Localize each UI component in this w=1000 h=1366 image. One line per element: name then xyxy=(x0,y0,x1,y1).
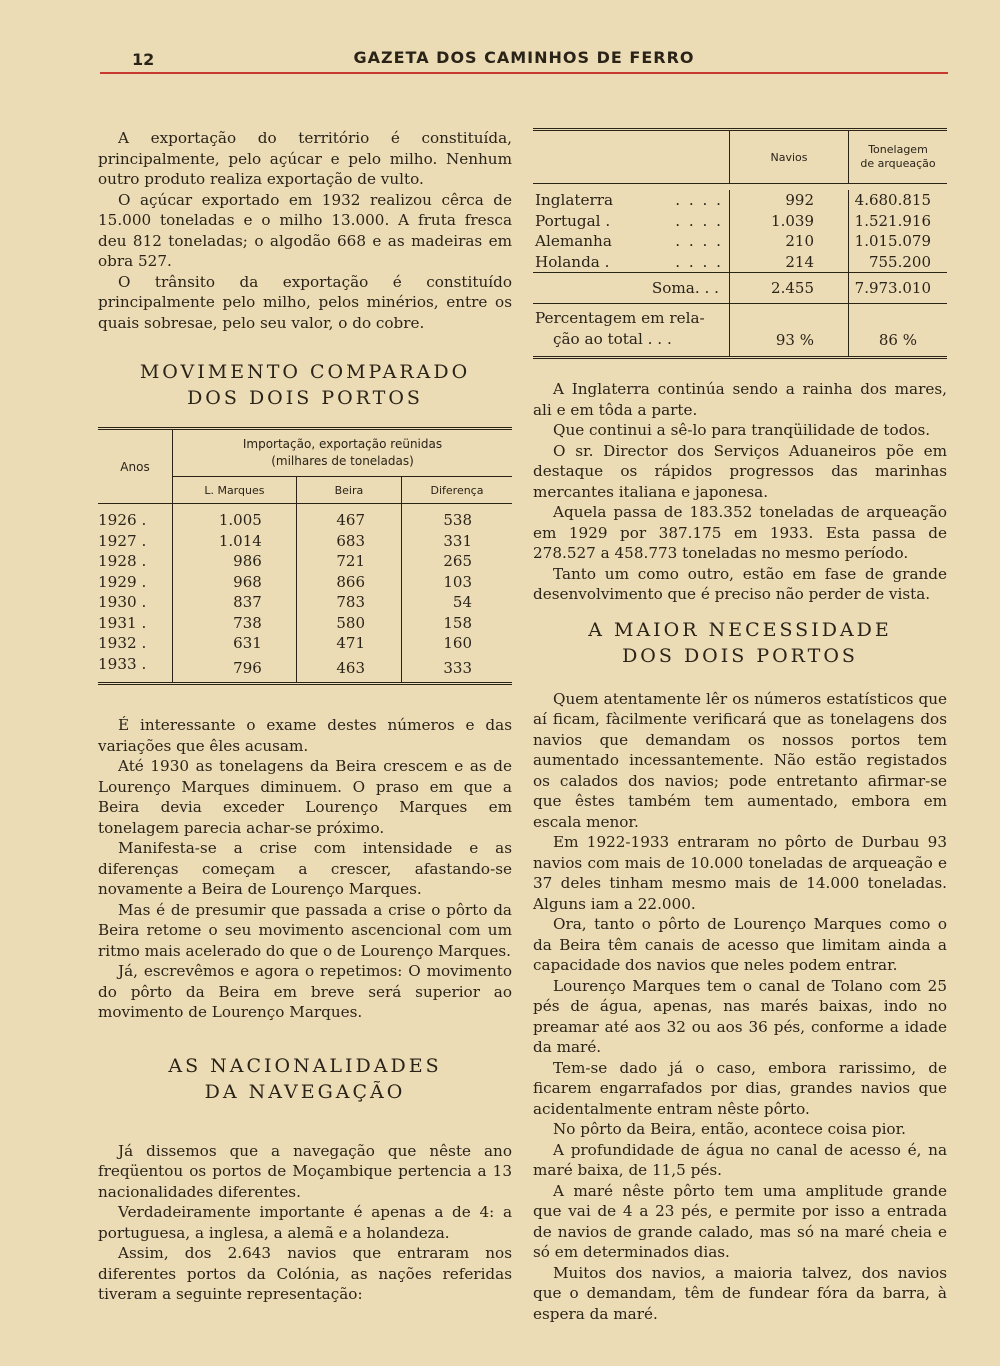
paragraph: Que continui a sê-lo para tranqüilidade de todos. xyxy=(553,421,931,439)
col-header-tonnage xyxy=(849,130,948,184)
table-body xyxy=(98,504,512,684)
tonnage-cell: 4.680.815 xyxy=(854,191,931,209)
paragraph: Já dissemos que a navegação que nêste ano freqüentou os portos de Moçambique pertencia a 13 nacionalidades diferentes. xyxy=(98,1141,512,1201)
year-cell: 1929 . xyxy=(98,572,173,593)
table-row xyxy=(533,190,947,211)
paragraph: Até 1930 as tonelagens da Beira crescem e as de Lourenço Marques diminuem. O praso em que a Beira devia exceder Lourenço Marques em tonelagem parecia achar-se próximo. xyxy=(98,757,512,837)
diff-cell: 331 xyxy=(443,531,472,550)
left-column xyxy=(98,128,512,1305)
section-heading xyxy=(533,617,947,669)
percentage-label-line: ção ao total . . . xyxy=(553,330,672,348)
year-cell: 1928 . xyxy=(98,551,173,572)
paragraph: O açúcar exportado em 1932 realizou cêrca de 15.000 toneladas e o milho 13.000. A fruta fresca deu 812 toneladas; o algodão 668 e as madeiras em obra 527. xyxy=(98,190,512,270)
section-heading xyxy=(98,1053,512,1105)
sum-row xyxy=(533,273,947,304)
lm-cell: 796 xyxy=(173,654,297,684)
beira-cell: 866 xyxy=(296,572,401,593)
right-column xyxy=(533,128,947,1324)
section-heading-line: A MAIOR NECESSIDADE xyxy=(588,618,892,641)
paragraph: O sr. Director dos Serviços Aduaneiros põe em destaque os rápidos progressos das marinhas mercantes italiana e japonesa. xyxy=(533,441,947,501)
country-name: Inglaterra xyxy=(535,191,614,209)
leader-dots: . . . . xyxy=(675,191,723,209)
paragraph: Quem atentamente lêr os números estatísticos que aí ficam, fàcilmente verificará que as tonelagens dos navios que demandam os nossos portos tem aumentado incessantemente. Não estão registados os calados dos navios; pode entretanto afirmar-se que êstes também tem aumentado, embora em escala menor. xyxy=(533,689,947,831)
country-cell xyxy=(533,190,730,211)
navios-cell: 214 xyxy=(730,252,849,273)
section-heading xyxy=(98,359,512,411)
table-row xyxy=(98,654,512,684)
col-header-navios: Navios xyxy=(730,130,849,184)
section-heading-line: DA NAVEGAÇÃO xyxy=(204,1080,406,1103)
lm-cell: 837 xyxy=(173,592,297,613)
ports-movement-table xyxy=(98,427,512,685)
diff-cell: 265 xyxy=(443,552,472,570)
beira-cell: 463 xyxy=(296,654,401,684)
table-row xyxy=(98,613,512,634)
leader-dots: . . . . xyxy=(675,211,723,230)
col-header-beira: Beira xyxy=(296,477,401,504)
lm-cell: 1.014 xyxy=(173,531,297,552)
country-cell xyxy=(533,211,730,232)
section-heading-line: DOS DOIS PORTOS xyxy=(622,644,858,667)
tonnage-cell: 755.200 xyxy=(868,252,931,271)
group-title-line: Importação, exportação reünidas xyxy=(242,437,443,451)
table-row xyxy=(533,252,947,273)
table-row xyxy=(98,592,512,613)
page-number: 12 xyxy=(132,50,155,69)
paragraph: A maré nêste pôrto tem uma amplitude grande que vai de 4 a 23 pés, e permite por isso a entrada de navios de grande calado, mas só na maré cheia e só em determinados dias. xyxy=(533,1181,947,1261)
paragraph: Verdadeiramente importante é apenas a de 4: a portuguesa, a inglesa, a alemã e a holandeza. xyxy=(98,1203,512,1242)
beira-cell: 683 xyxy=(296,531,401,552)
table-row xyxy=(533,231,947,252)
paragraph: A profundidade de água no canal de acesso é, na maré baixa, de 11,5 pés. xyxy=(533,1140,947,1179)
lm-cell: 738 xyxy=(173,613,297,634)
paragraph: Já, escrevêmos e agora o repetimos: O movimento do pôrto da Beira em breve será superior ao movimento de Lourenço Marques. xyxy=(98,962,512,1021)
col-header-line: de arqueação xyxy=(860,157,936,170)
blank-header xyxy=(533,130,730,184)
beira-cell: 467 xyxy=(296,504,401,531)
paragraph: Manifesta-se a crise com intensidade e as diferenças começam a crescer, afastando-se novamente a Beira de Lourenço Marques. xyxy=(98,839,512,898)
lm-cell: 986 xyxy=(173,551,297,572)
beira-cell: 783 xyxy=(296,592,401,613)
paragraph: A exportação do território é constituída, principalmente, pelo açúcar e pelo milho. Nenhum outro produto realiza exportação de vulto. xyxy=(98,129,512,188)
group-title-line: (milhares de toneladas) xyxy=(271,454,414,468)
paragraph: O trânsito da exportação é constituído principalmente pelo milho, pelos minérios, entre os quais sobresae, pelo seu valor, o do cobre. xyxy=(98,272,512,332)
section-heading-line: AS NACIONALIDADES xyxy=(168,1054,442,1077)
publication-title: GAZETA DOS CAMINHOS DE FERRO xyxy=(353,48,695,67)
lm-cell: 968 xyxy=(173,572,297,593)
table-row xyxy=(98,504,512,531)
lm-cell: 1.005 xyxy=(173,504,297,531)
paragraph: Tanto um como outro, estão em fase de grande desenvolvimento que é preciso não perder de vista. xyxy=(533,564,947,603)
paragraph: Ora, tanto o pôrto de Lourenço Marques como o da Beira têm canais de acesso que limitam ainda a capacidade dos navios que neles podem entrar. xyxy=(533,915,947,974)
country-name: Portugal . xyxy=(535,211,611,230)
lm-cell: 631 xyxy=(173,633,297,654)
leader-dots: . . . . xyxy=(675,252,723,271)
leader-dots: . . . . xyxy=(675,232,723,250)
paragraph: Muitos dos navios, a maioria talvez, dos navios que o demandam, têm de fundear fóra da barra, à espera da maré. xyxy=(533,1263,947,1323)
percentage-navios: 93 % xyxy=(730,304,849,358)
table-body xyxy=(533,190,947,273)
diff-cell: 333 xyxy=(443,658,472,677)
diff-cell: 103 xyxy=(443,572,472,591)
diff-cell: 538 xyxy=(443,511,472,529)
table-row xyxy=(98,551,512,572)
year-cell: 1930 . xyxy=(98,592,173,613)
sum-navios: 2.455 xyxy=(730,273,849,304)
country-name: Holanda . xyxy=(535,252,610,271)
navios-cell: 992 xyxy=(730,190,849,211)
paragraph: Aquela passa de 183.352 toneladas de arqueação em 1929 por 387.175 em 1933. Esta passa de 278.527 a 458.773 toneladas no mesmo período. xyxy=(533,503,947,562)
col-group-header xyxy=(173,429,513,477)
year-cell: 1931 . xyxy=(98,613,173,634)
table-row xyxy=(98,531,512,552)
sum-label: Soma. . . xyxy=(533,273,730,304)
year-cell: 1927 . xyxy=(98,531,173,552)
paragraph: É interessante o exame destes números e das variações que êles acusam. xyxy=(98,716,512,755)
table-row xyxy=(98,633,512,654)
table-row xyxy=(98,572,512,593)
paragraph: Mas é de presumir que passada a crise o pôrto da Beira retome o seu movimento ascencional com um ritmo mais acelerado do que o de Lourenço Marques. xyxy=(98,900,512,960)
percentage-row xyxy=(533,304,947,358)
col-header-diff: Diferença xyxy=(402,477,513,504)
paragraph: A Inglaterra continúa sendo a rainha dos mares, ali e em tôda a parte. xyxy=(533,380,947,419)
section-heading-line: DOS DOIS PORTOS xyxy=(187,387,423,409)
diff-cell: 54 xyxy=(452,593,472,611)
paragraph: Lourenço Marques tem o canal de Tolano com 25 pés de água, apenas, nas marés baixas, indo no preamar até aos 32 ou aos 36 pés, conforme a idade da maré. xyxy=(533,976,947,1056)
paragraph: Em 1922-1933 entraram no pôrto de Durbau 93 navios com mais de 10.000 toneladas de arqueação e 37 deles tinham mesmo mais de 14.000 toneladas. Alguns iam a 22.000. xyxy=(533,833,947,913)
nationalities-table xyxy=(533,128,947,359)
sum-tonnage: 7.973.010 xyxy=(854,278,931,297)
col-header-years: Anos xyxy=(98,429,173,504)
table-row xyxy=(533,211,947,232)
year-cell: 1933 . xyxy=(98,654,173,684)
section-heading-line: MOVIMENTO COMPARADO xyxy=(139,361,471,383)
percentage-label xyxy=(533,304,730,358)
paragraph: Tem-se dado já o caso, embora rarissimo, de ficarem engarrafados por dias, grandes navios que acidentalmente entram nêste pôrto. xyxy=(533,1058,947,1118)
tonnage-cell: 1.015.079 xyxy=(854,232,931,250)
navios-cell: 210 xyxy=(730,231,849,252)
year-cell: 1926 . xyxy=(98,504,173,531)
beira-cell: 721 xyxy=(296,551,401,572)
tonnage-cell: 1.521.916 xyxy=(854,211,931,230)
percentage-label-line: Percentagem em rela- xyxy=(535,309,705,327)
paragraph: No pôrto da Beira, então, acontece coisa pior. xyxy=(553,1120,906,1138)
diff-cell: 160 xyxy=(443,634,472,652)
page-header xyxy=(100,44,948,74)
year-cell: 1932 . xyxy=(98,633,173,654)
beira-cell: 580 xyxy=(296,613,401,634)
col-header-lm: L. Marques xyxy=(173,477,297,504)
diff-cell: 158 xyxy=(443,613,472,632)
beira-cell: 471 xyxy=(296,633,401,654)
country-name: Alemanha xyxy=(535,232,612,250)
navios-cell: 1.039 xyxy=(730,211,849,232)
col-header-line: Tonelagem xyxy=(868,143,928,156)
country-cell xyxy=(533,252,730,273)
country-cell xyxy=(533,231,730,252)
paragraph: Assim, dos 2.643 navios que entraram nos diferentes portos da Colónia, as nações referidas tiveram a seguinte representação: xyxy=(98,1244,512,1303)
percentage-tonnage: 86 % xyxy=(878,330,917,349)
